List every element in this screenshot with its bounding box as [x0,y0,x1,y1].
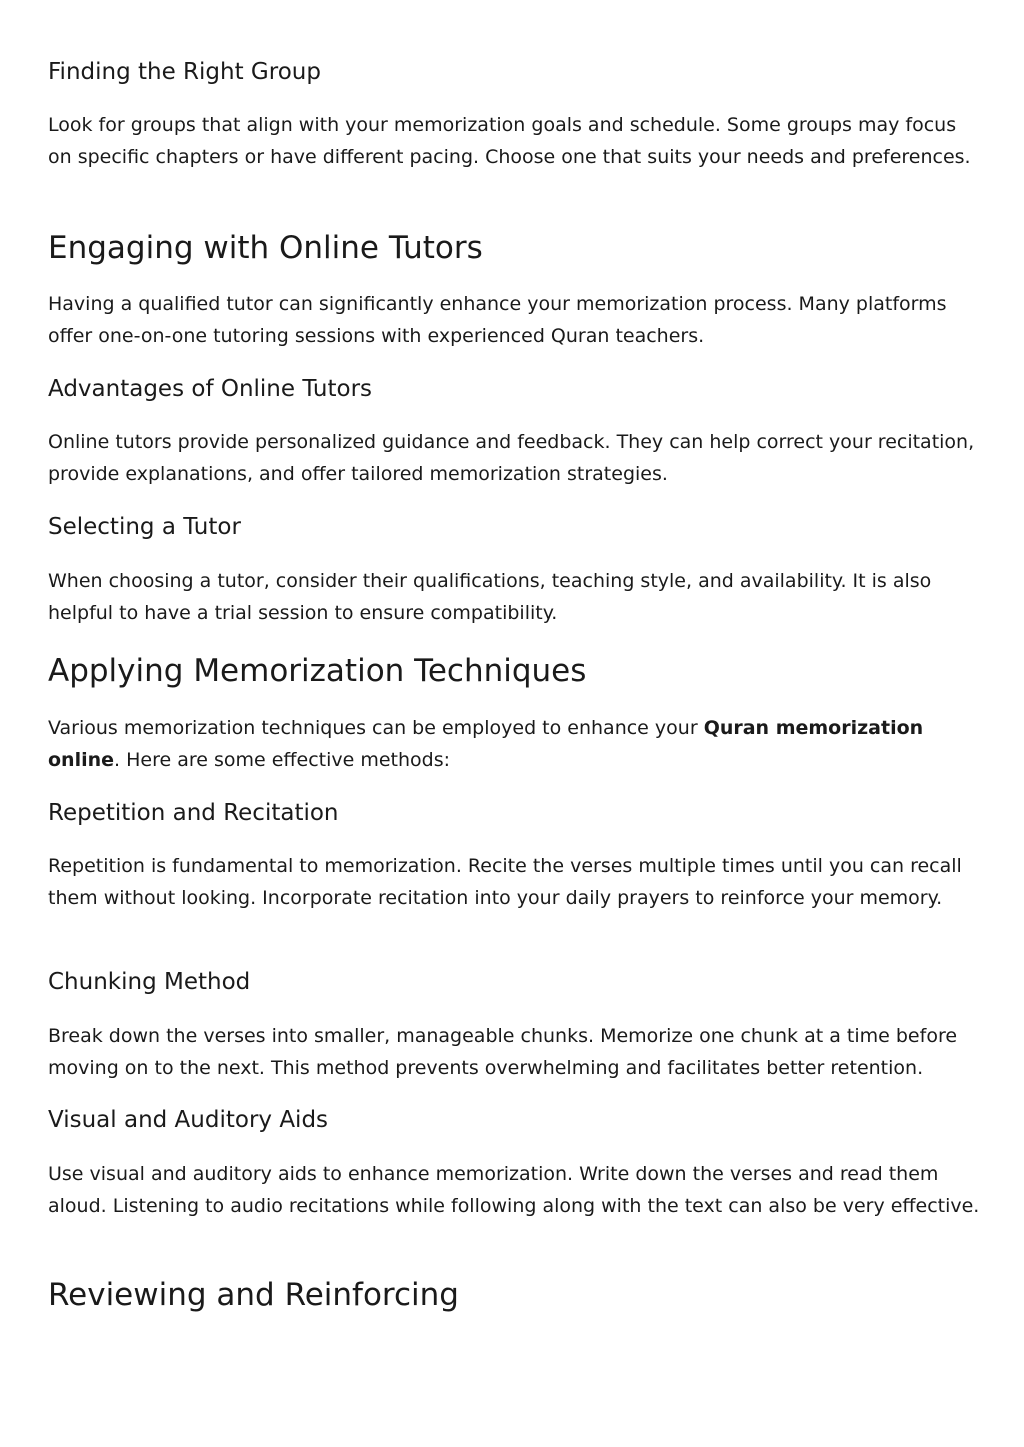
heading-visual-auditory-aids: Visual and Auditory Aids [48,1107,329,1133]
heading-chunking-method: Chunking Method [48,969,251,995]
paragraph-chunking-method: Break down the verses into smaller, manageable chunks. Memorize one chunk at a time before moving on to the next. This method prevents overwhelming and facilitates better retention. [48,1025,958,1079]
techniques-text-end: . Here are some effective methods: [114,748,451,771]
techniques-text-start: Various memorization techniques can be employed to enhance your [48,717,704,739]
techniques-bold-phrase: Quran memorization online [48,717,924,771]
paragraph-selecting-tutor: When choosing a tutor, consider their qualifications, teaching style, and availability. It is also helpful to have a trial session to ensure compatibility. [48,570,932,624]
paragraph-online-tutors: Having a qualified tutor can significantly enhance your memorization process. Many platforms offer one-on-one tutoring sessions with experienced Quran teachers. [48,293,947,347]
paragraph-advantages-online-tutors: Online tutors provide personalized guidance and feedback. They can help correct your recitation, provide explanations, and offer tailored memorization strategies. [48,431,975,485]
heading-reviewing-reinforcing: Reviewing and Reinforcing [48,1277,459,1313]
heading-finding-right-group: Finding the Right Group [48,59,321,85]
paragraph-finding-right-group: Look for groups that align with your memorization goals and schedule. Some groups may focus on specific chapters or have different pacing. Choose one that suits your needs and preferences. [48,114,971,168]
heading-advantages-online-tutors: Advantages of Online Tutors [48,376,373,402]
paragraph-memorization-techniques [48,713,983,776]
heading-selecting-tutor: Selecting a Tutor [48,514,241,540]
heading-repetition-recitation: Repetition and Recitation [48,800,339,826]
heading-memorization-techniques: Applying Memorization Techniques [48,653,587,689]
paragraph-repetition-recitation: Repetition is fundamental to memorization. Recite the verses multiple times until you can recall them without looking. Incorporate recitation into your daily prayers to reinforce your memory. [48,855,962,909]
heading-online-tutors: Engaging with Online Tutors [48,230,483,266]
paragraph-visual-auditory-aids: Use visual and auditory aids to enhance memorization. Write down the verses and read them aloud. Listening to audio recitations while following along with the text can also be very effective. [48,1163,980,1217]
